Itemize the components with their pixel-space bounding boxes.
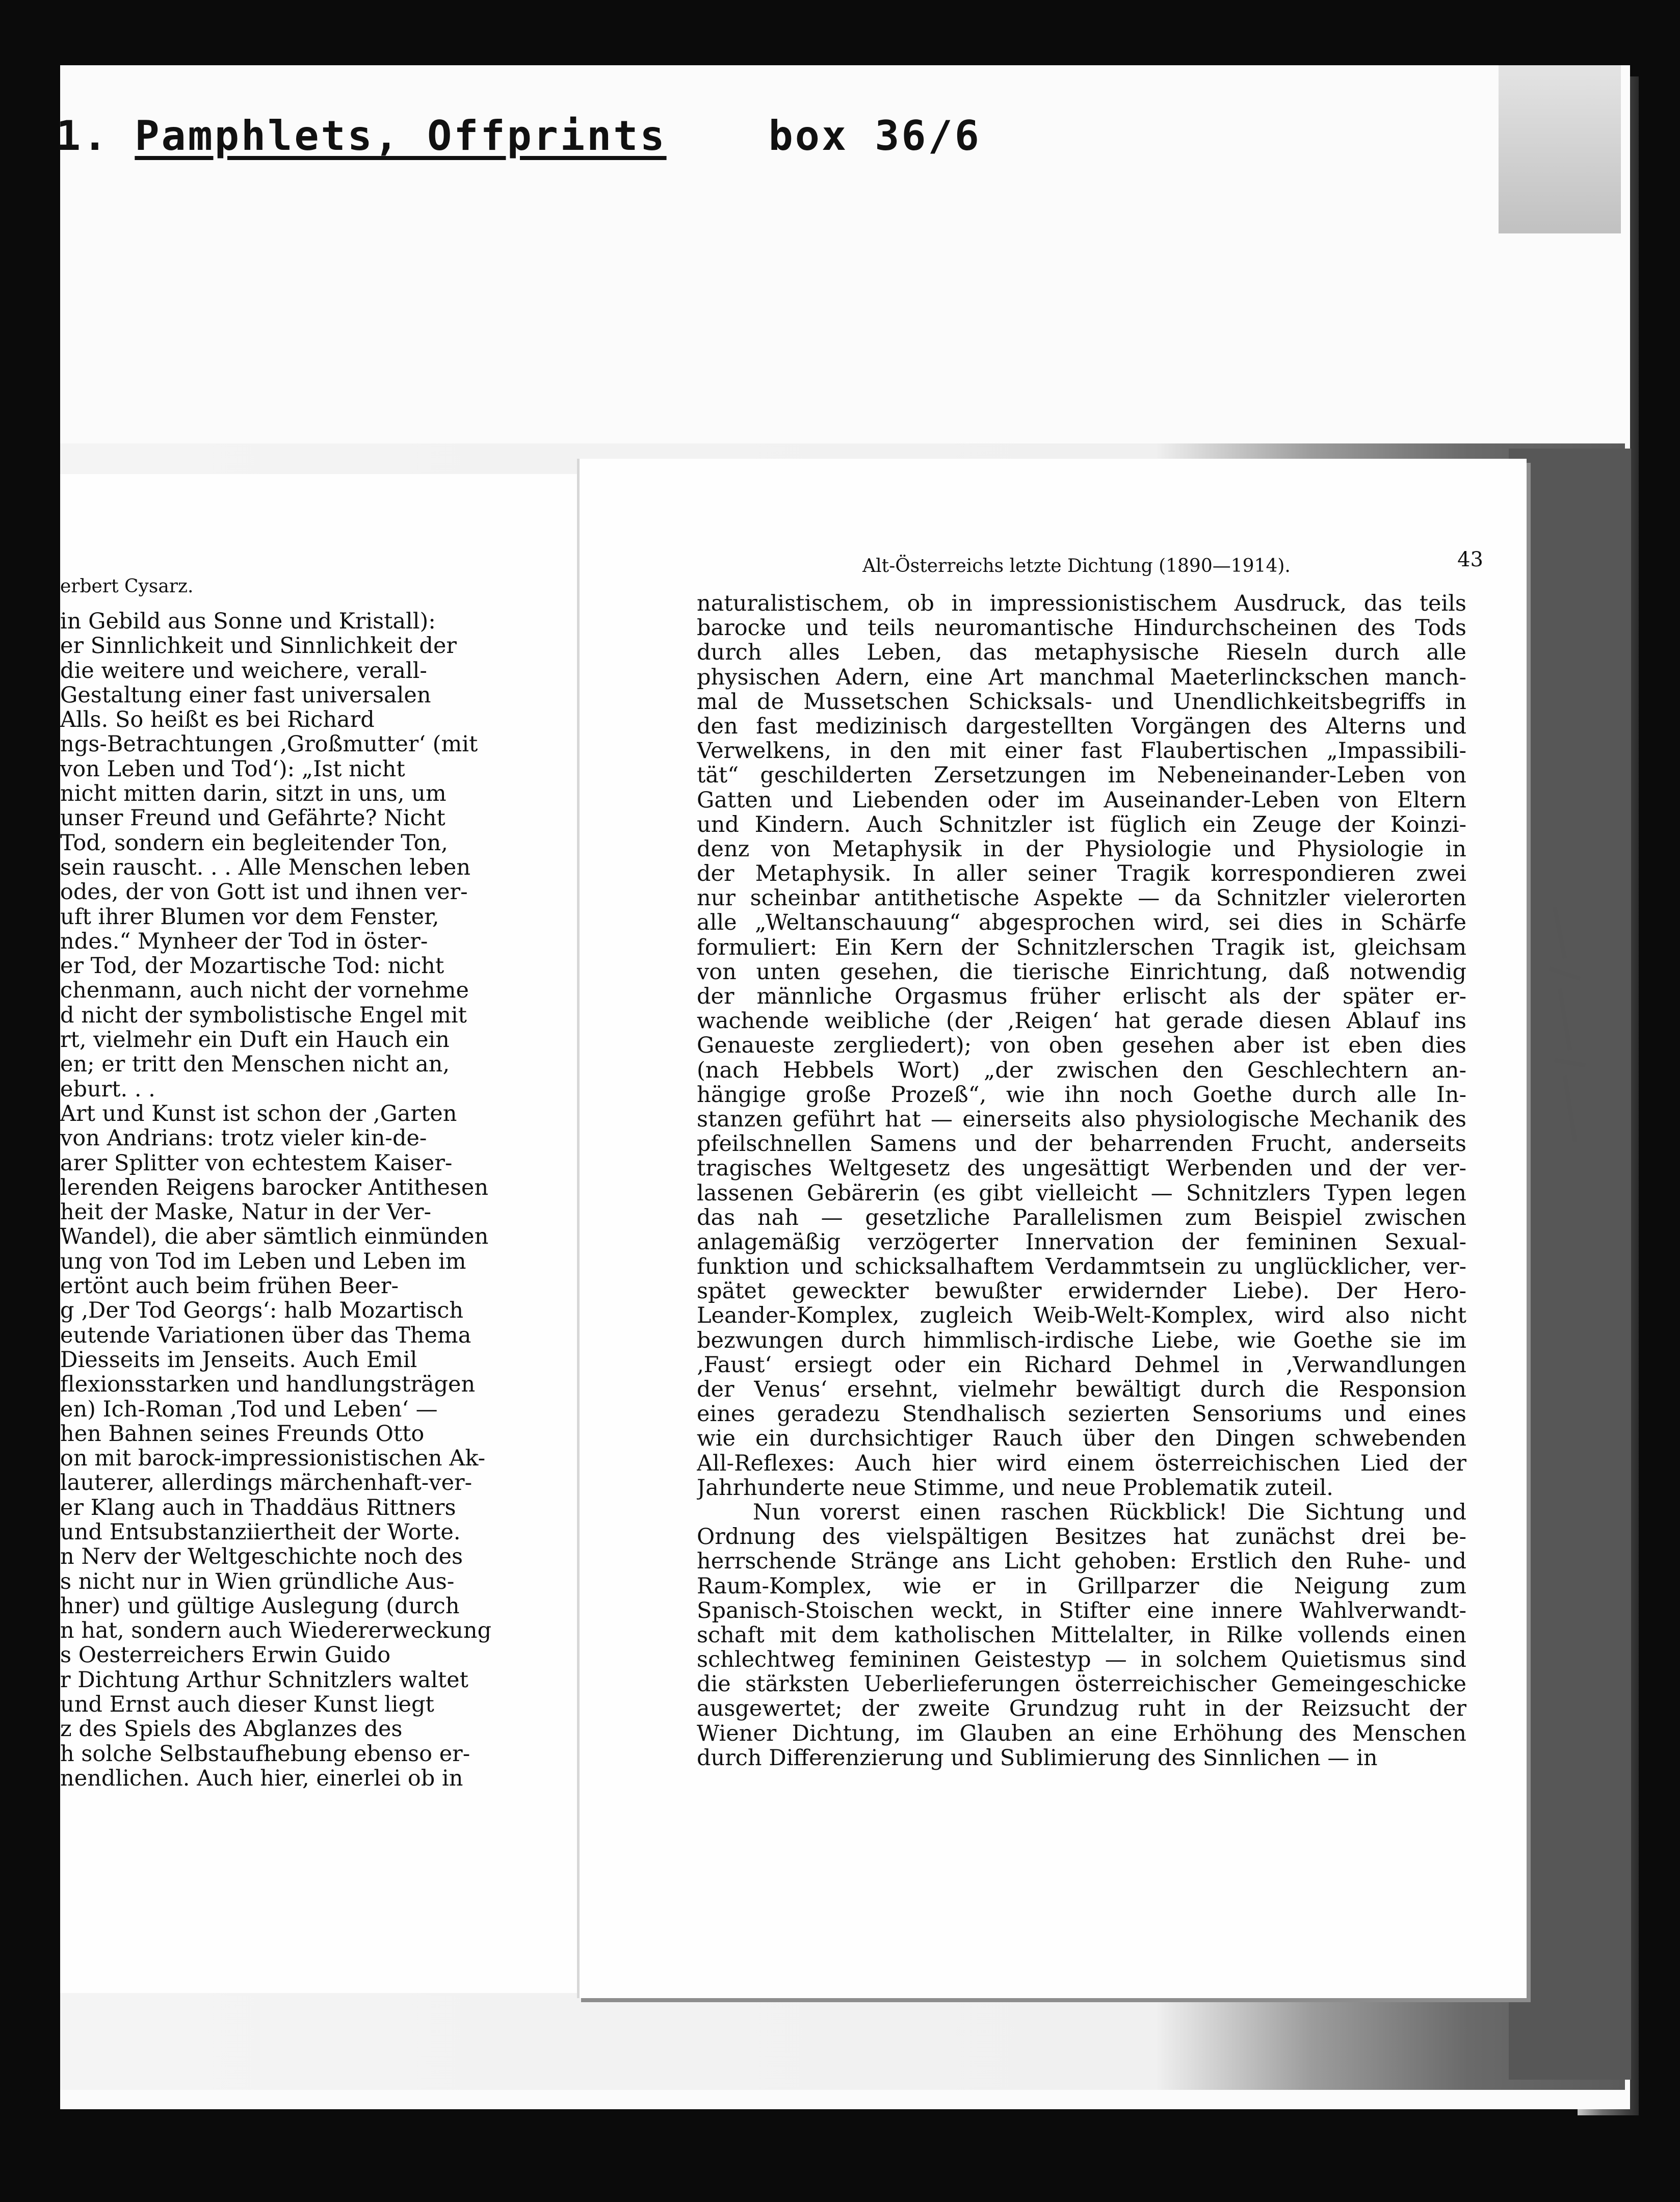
left-text-line: Gestaltung einer fast universalen [60, 683, 431, 708]
sheet-corner-shadow [1499, 65, 1621, 233]
left-text-line: ung von Tod im Leben und Leben im [60, 1249, 466, 1274]
left-text-line: arer Splitter von echtestem Kaiser- [60, 1150, 453, 1175]
right-text-line: Wiener Dichtung, im Glauben an eine Erhöhung des Menschen [697, 1721, 1466, 1746]
left-text-line: eutende Variationen über das Thema [60, 1323, 471, 1348]
right-text-line: ‚Faust‘ ersiegt oder ein Richard Dehmel in ‚Verwandlungen [697, 1352, 1466, 1377]
left-text-line: eburt. . . [60, 1077, 155, 1102]
left-text-line: s Oesterreichers Erwin Guido [60, 1643, 391, 1668]
left-text-line: hner) und gültige Auslegung (durch [60, 1593, 460, 1619]
left-text-line: g ‚Der Tod Georgs‘: halb Mozartisch [60, 1298, 464, 1323]
right-text-line: naturalistischem, ob in impressionistischem Ausdruck, das teils [697, 591, 1466, 616]
left-text-line: und Entsubstanziiertheit der Worte. [60, 1519, 461, 1545]
left-text-line: heit der Maske, Natur in der Ver- [60, 1200, 432, 1225]
right-text-line: Spanisch-Stoischen weckt, in Stifter eine innere Wahlverwandt- [697, 1598, 1466, 1623]
left-text-line: ndes.“ Mynheer der Tod in öster- [60, 929, 428, 954]
right-text-line: mal de Mussetschen Schicksals- und Unendlichkeitsbegriffs in [697, 689, 1466, 714]
right-text-line: hängige große Prozeß“, wie ihn noch Goethe durch alle In- [697, 1082, 1466, 1107]
right-text-line: von unten gesehen, die tierische Einrichtung, daß notwendig [697, 959, 1466, 984]
left-text-line: ertönt auch beim frühen Beer- [60, 1274, 399, 1299]
left-text-line: s nicht nur in Wien gründliche Aus- [60, 1569, 455, 1594]
left-text-line: lerenden Reigens barocker Antithesen [60, 1175, 489, 1200]
right-text-line: Genaueste zergliedert); von oben gesehen aber ist eben dies [697, 1033, 1466, 1058]
left-text-line: in Gebild aus Sonne und Kristall): [60, 609, 436, 634]
right-text-line: stanzen geführt hat — einerseits also physiologische Mechanik des [697, 1107, 1466, 1132]
right-text-line: schaft mit dem katholischen Mittelalter, in Rilke vollends einen [697, 1622, 1466, 1648]
left-text-line: von Leben und Tod‘): „Ist nicht [60, 756, 405, 782]
left-page-header: erbert Cysarz. [60, 576, 194, 597]
left-text-line: en) Ich-Roman ‚Tod und Leben‘ — [60, 1397, 438, 1422]
right-text-line: All-Reflexes: Auch hier wird einem österreichischen Lied der [697, 1451, 1466, 1476]
left-text-line: lauterer, allerdings märchenhaft-ver- [60, 1471, 472, 1496]
right-text-line: Ordnung des vielspältigen Besitzes hat zunächst drei be- [697, 1525, 1466, 1550]
left-text-line: flexionsstarken und handlungsträgen [60, 1372, 476, 1397]
left-text-line: sein rauscht. . . Alle Menschen leben [60, 855, 471, 880]
left-text-line: Diesseits im Jenseits. Auch Emil [60, 1347, 417, 1373]
right-text-line: der Metaphysik. In aller seiner Tragik korrespondieren zwei [697, 861, 1466, 886]
scan-backing-dark [1509, 449, 1631, 2080]
right-text-line: spätet geweckter bewußter erwidernder Liebe). Der Hero- [697, 1279, 1466, 1304]
right-text-line: Gatten und Liebenden oder im Auseinander-Leben von Eltern [697, 788, 1466, 812]
left-text-line: chenmann, auch nicht der vornehme [60, 978, 469, 1003]
right-text-line: ausgewertet; der zweite Grundzug ruht in der Reizsucht der [697, 1696, 1466, 1721]
left-text-line: er Klang auch in Thaddäus Rittners [60, 1495, 456, 1520]
left-text-line: und Ernst auch dieser Kunst liegt [60, 1692, 434, 1717]
right-text-line: tät“ geschilderten Zersetzungen im Nebeneinander-Leben von [697, 763, 1466, 788]
left-text-line: on mit barock-impressionistischen Ak- [60, 1446, 486, 1471]
right-text-line: den fast medizinisch dargestellten Vorgängen des Alterns und [697, 714, 1466, 739]
series-number: 1. [56, 112, 110, 160]
right-text-line: bezwungen durch himmlisch-irdische Liebe, wie Goethe sie im [697, 1328, 1466, 1353]
right-text-line: anlagemäßig verzögerter Innervation der femininen Sexual- [697, 1229, 1466, 1255]
right-text-line: funktion und schicksalhaftem Verdammtsein zu unglücklicher, ver- [697, 1254, 1466, 1279]
right-text-line: Verwelkens, in den mit einer fast Flaubertischen „Impassibili- [697, 739, 1466, 764]
left-page-text [60, 609, 580, 1791]
left-text-line: unser Freund und Gefährte? Nicht [60, 806, 445, 831]
right-text-line: lassenen Gebärerin (es gibt vielleicht — Schnitzlers Typen legen [697, 1181, 1466, 1205]
right-text-line: eines geradezu Stendhalisch sezierten Sensoriums und eines [697, 1402, 1466, 1427]
left-page [60, 474, 582, 1993]
right-text-line: wachende weibliche (der ‚Reigen‘ hat gerade diesen Ablauf ins [697, 1009, 1466, 1034]
left-text-line: nendlichen. Auch hier, einerlei ob in [60, 1766, 463, 1791]
left-text-line: d nicht der symbolistische Engel mit [60, 1003, 467, 1028]
right-text-line: der männliche Orgasmus früher erlischt als der später er- [697, 984, 1466, 1009]
right-text-line: denz von Metaphysik in der Physiologie und Physiologie in [697, 836, 1466, 862]
left-text-line: uft ihrer Blumen vor dem Fenster, [60, 904, 439, 929]
right-text-line: pfeilschnellen Samens und der beharrenden Frucht, anderseits [697, 1132, 1466, 1157]
left-text-line: die weitere und weichere, verall- [60, 658, 427, 683]
left-text-line: z des Spiels des Abglanzes des [60, 1717, 403, 1742]
right-text-line: wie ein durchsichtiger Rauch über den Dingen schwebenden [697, 1426, 1466, 1451]
page-number: 43 [1457, 548, 1483, 571]
series-title: Pamphlets, Offprints [135, 112, 667, 160]
right-text-line: (nach Hebbels Wort) „der zwischen den Geschlechtern an- [697, 1058, 1466, 1083]
right-text-line: physischen Adern, eine Art manchmal Maeterlinckschen manch- [697, 665, 1466, 690]
left-text-line: nicht mitten darin, sitzt in uns, um [60, 781, 447, 806]
right-text-line: Jahrhunderte neue Stimme, und neue Problematik zuteil. [697, 1475, 1333, 1500]
running-head: Alt-Österreichs letzte Dichtung (1890—1914). [862, 556, 1291, 576]
right-text-line: Nun vorerst einen raschen Rückblick! Die Sichtung und [753, 1500, 1466, 1525]
left-text-line: n hat, sondern auch Wiedererweckung [60, 1618, 492, 1643]
left-text-line: odes, der von Gott ist und ihnen ver- [60, 880, 468, 905]
right-text-line: Raum-Komplex, wie er in Grillparzer die Neigung zum [697, 1574, 1466, 1598]
right-text-line: tragisches Weltgesetz des ungesättigt Werbenden und der ver- [697, 1156, 1466, 1181]
right-text-line: schlechtweg femininen Geistestyp — in solchem Quietismus sind [697, 1647, 1466, 1672]
left-text-line: r Dichtung Arthur Schnitzlers waltet [60, 1667, 468, 1693]
right-text-line: und Kindern. Auch Schnitzler ist füglich ein Zeuge der Koinzi- [697, 812, 1466, 837]
right-text-line: Leander-Komplex, zugleich Weib-Welt-Komplex, wird also nicht [697, 1303, 1466, 1328]
box-reference: box 36/6 [768, 112, 981, 160]
right-page [577, 459, 1527, 1998]
left-text-line: Wandel), die aber sämtlich einmünden [60, 1224, 489, 1249]
right-text-line: herrschende Stränge ans Licht gehoben: Erstlich den Ruhe- und [697, 1549, 1466, 1574]
right-text-line: der Venus‘ ersehnt, vielmehr bewältigt durch die Responsion [697, 1377, 1466, 1402]
left-text-line: ngs-Betrachtungen ‚Großmutter‘ (mit [60, 732, 478, 757]
right-text-line: die stärksten Ueberlieferungen österreichischer Gemeingeschicke [697, 1672, 1466, 1697]
left-text-line: Tod, sondern ein begleitender Ton, [60, 830, 448, 855]
right-text-line: formuliert: Ein Kern der Schnitzlerschen Tragik ist, gleichsam [697, 935, 1466, 960]
left-text-line: rt, vielmehr ein Duft ein Hauch ein [60, 1028, 450, 1053]
left-text-line: n Nerv der Weltgeschichte noch des [60, 1544, 463, 1569]
left-text-line: er Sinnlichkeit und Sinnlichkeit der [60, 634, 457, 659]
right-text-line: durch Differenzierung und Sublimierung des Sinnlichen — in [697, 1745, 1378, 1770]
right-text-line: alle „Weltanschauung“ abgesprochen wird, sei dies in Schärfe [697, 910, 1466, 935]
left-text-line: Art und Kunst ist schon der ‚Garten [60, 1101, 457, 1126]
pencil-annotation [1534, 897, 1611, 1162]
right-text-line: das nah — gesetzliche Parallelismen zum Beispiel zwischen [697, 1205, 1466, 1230]
left-text-line: hen Bahnen seines Freunds Otto [60, 1421, 425, 1447]
right-text-line: nur scheinbar antithetische Aspekte — da Schnitzler vielerorten [697, 886, 1466, 911]
right-text-line: barocke und teils neuromantische Hindurchscheinen des Tods [697, 616, 1466, 641]
left-text-line: Alls. So heißt es bei Richard [60, 707, 375, 732]
left-text-line: en; er tritt den Menschen nicht an, [60, 1052, 450, 1077]
left-text-line: h solche Selbstaufhebung ebenso er- [60, 1741, 470, 1766]
left-text-line: er Tod, der Mozartische Tod: nicht [60, 954, 444, 979]
left-text-line: von Andrians: trotz vieler kin-de- [60, 1126, 427, 1151]
right-text-line: durch alles Leben, das metaphysische Rieseln durch alle [697, 640, 1466, 665]
right-page-text [697, 591, 1466, 1770]
archive-label [56, 112, 981, 160]
